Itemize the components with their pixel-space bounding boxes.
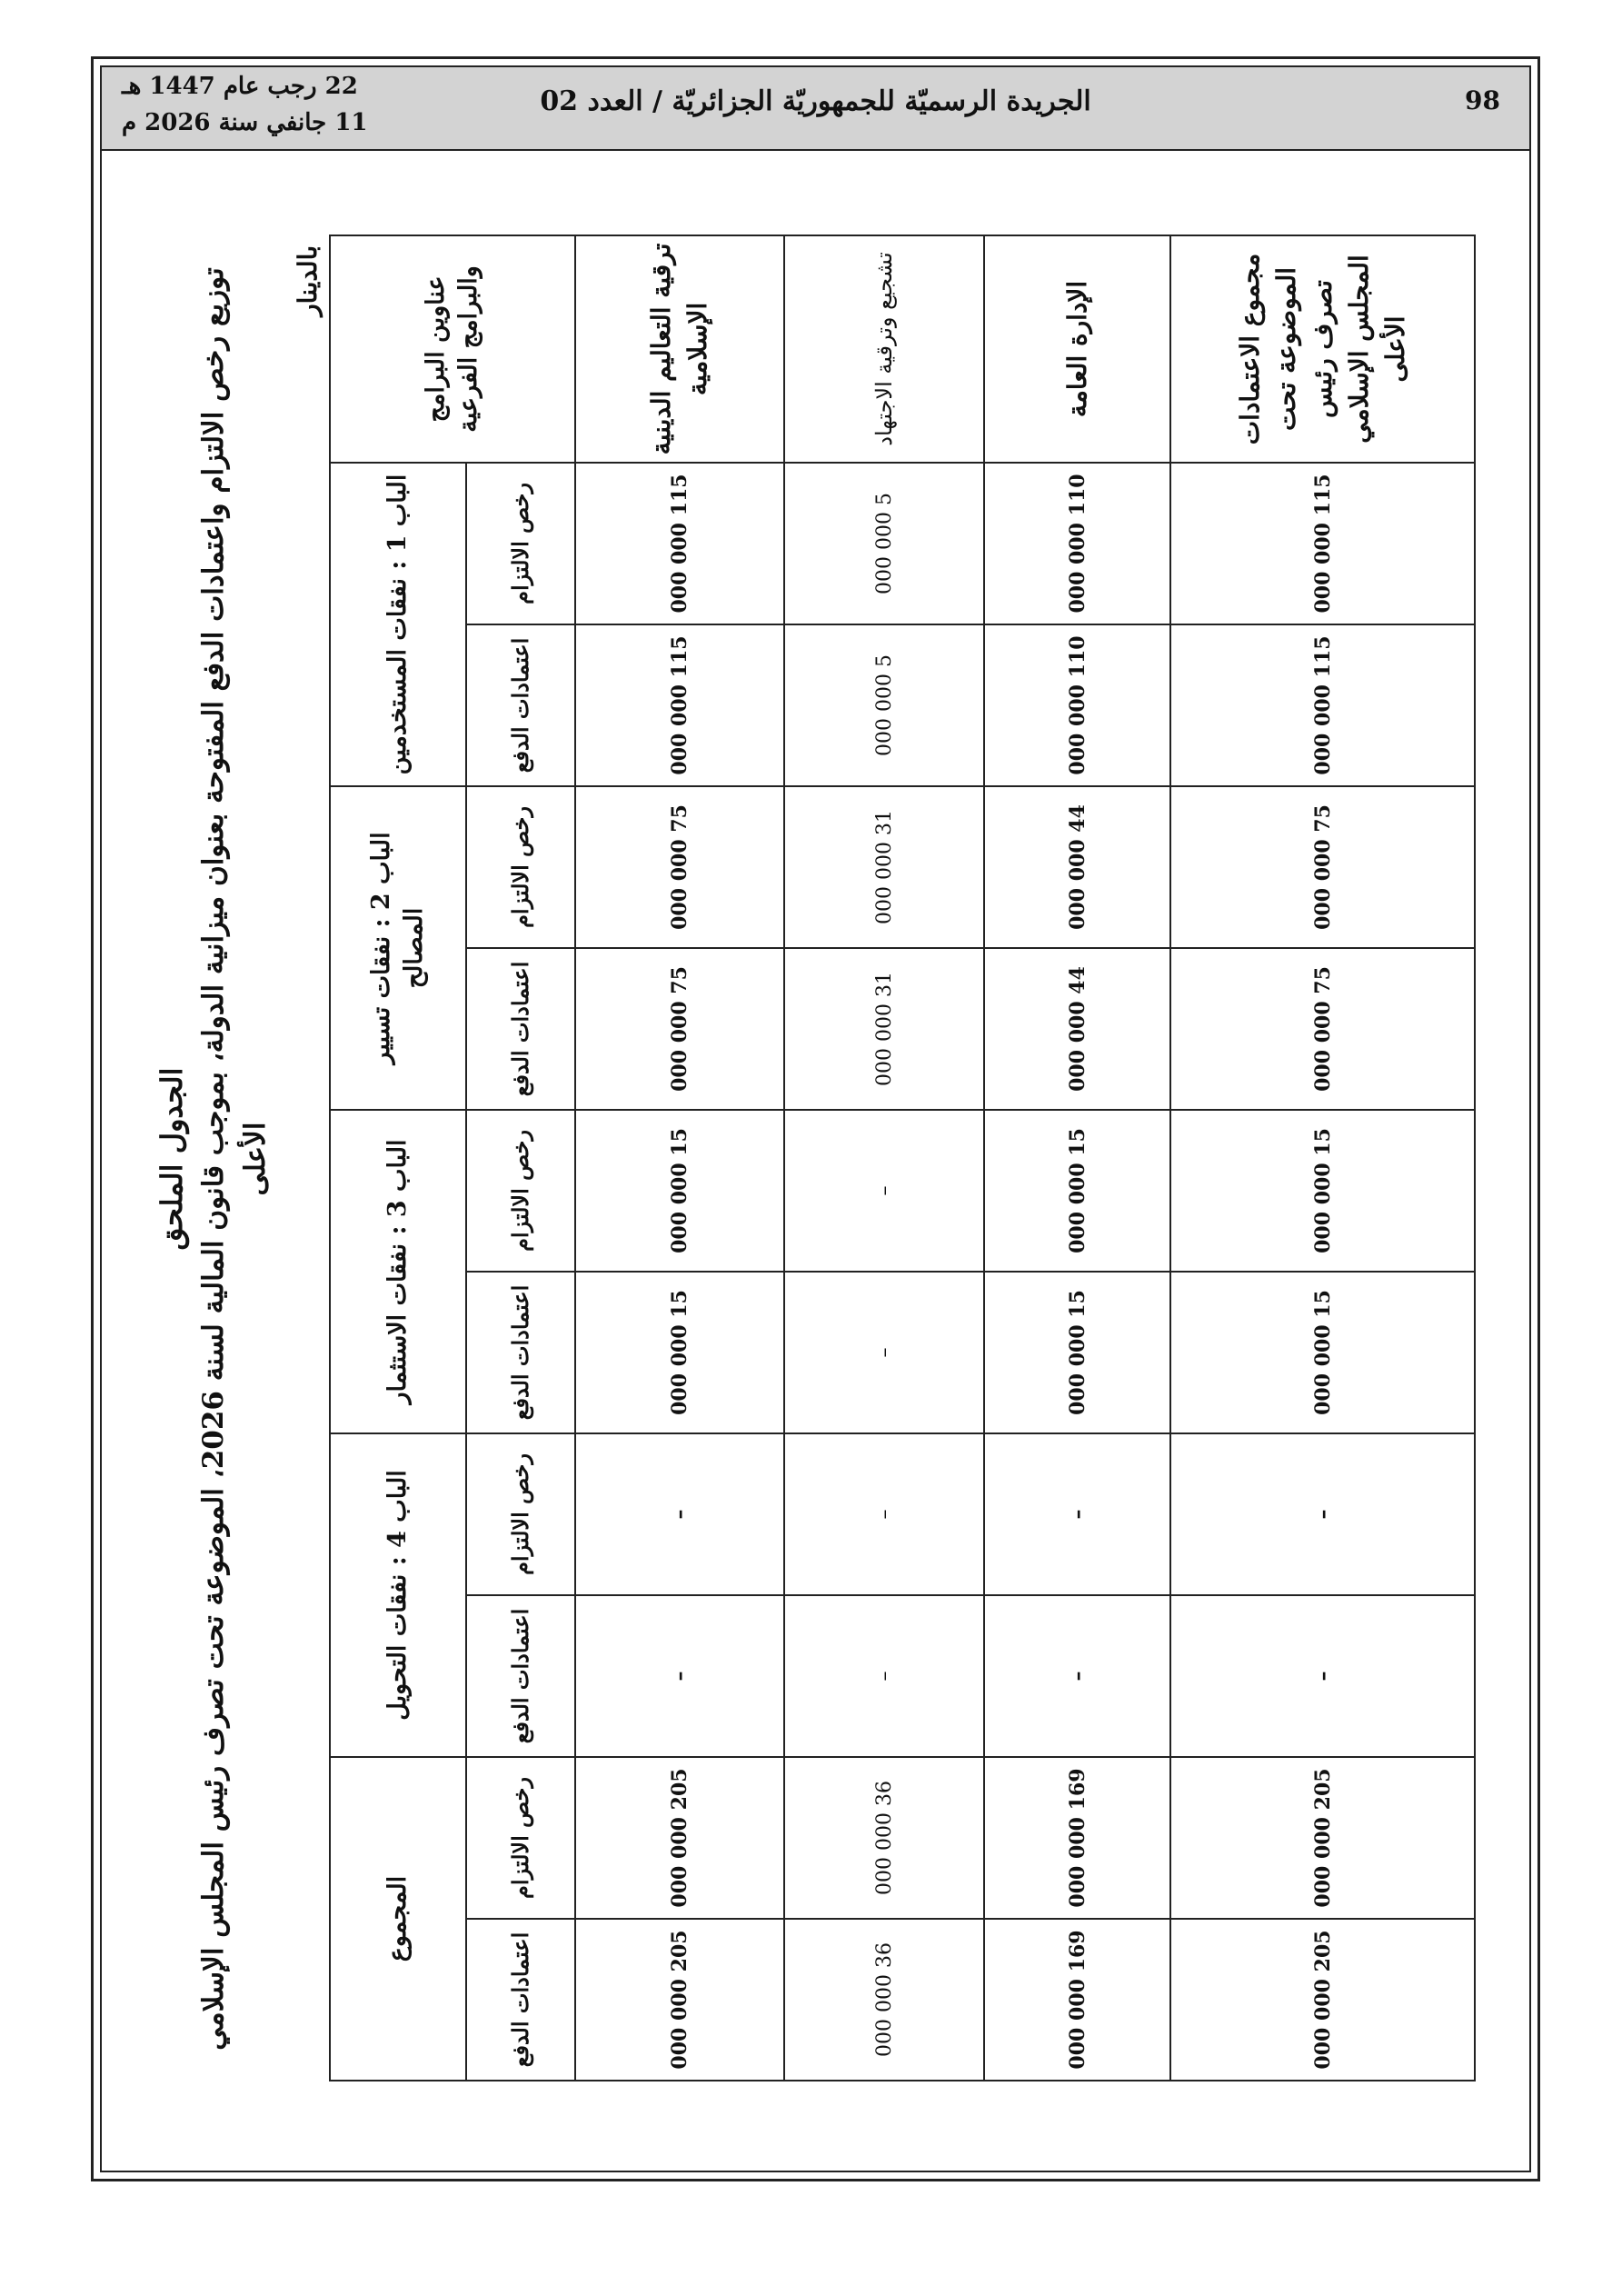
table-row <box>575 235 784 2081</box>
cell-value: – <box>1170 1595 1475 1757</box>
table-row <box>984 235 1170 2081</box>
cell-value: 115 000 000 <box>1170 624 1475 786</box>
cell-value: 115 000 000 <box>1170 463 1475 624</box>
total-header: المجموع <box>330 1757 466 2081</box>
cell-value: 75 000 000 <box>575 948 784 1110</box>
cell-value: – <box>984 1433 1170 1595</box>
page-header <box>102 67 1529 151</box>
cell-value: 110 000 000 <box>984 463 1170 624</box>
appropriations-table <box>329 235 1476 2081</box>
annex-label: الجدول الملحق <box>154 1067 189 1251</box>
landscape-content <box>118 191 1508 2127</box>
cell-value: 205 000 000 <box>1170 1919 1475 2081</box>
cell-value: 205 000 000 <box>575 1757 784 1919</box>
cell-value: 75 000 000 <box>1170 786 1475 948</box>
cell-value: 5 000 000 <box>784 463 984 624</box>
payment-subheader: اعتمادات الدفع <box>466 624 575 786</box>
cell-value: 205 000 000 <box>575 1919 784 2081</box>
cell-value: – <box>784 1433 984 1595</box>
cell-value: 169 000 000 <box>984 1757 1170 1919</box>
page-number: 98 <box>1465 85 1500 115</box>
cell-value: 15 000 000 <box>984 1110 1170 1272</box>
cell-value: 15 000 000 <box>575 1272 784 1433</box>
hijri-date: 22 رجب عام 1447 هـ <box>122 73 358 100</box>
table-row-total <box>1170 235 1475 2081</box>
cell-value: – <box>1170 1433 1475 1595</box>
annex-title: توزيع رخص الالتزام واعتمادات الدفع المفتوحة بعنوان ميزانية الدولة، بموجب قانون المالية لسنة 2026، الموضوعة تحت تصرف رئيس المجلس الإسلامي الأعلى <box>197 267 272 2051</box>
payment-subheader: اعتمادات الدفع <box>466 948 575 1110</box>
gregorian-date: 11 جانفي سنة 2026 م <box>122 109 368 136</box>
cell-value: – <box>984 1595 1170 1757</box>
cell-value: – <box>784 1110 984 1272</box>
commitment-subheader: رخص الالتزام <box>466 1433 575 1595</box>
payment-subheader: اعتمادات الدفع <box>466 1919 575 2081</box>
cell-value: 5 000 000 <box>784 624 984 786</box>
annex-titles <box>118 191 323 2127</box>
commitment-subheader: رخص الالتزام <box>466 786 575 948</box>
commitment-subheader: رخص الالتزام <box>466 1110 575 1272</box>
cell-value: 15 000 000 <box>984 1272 1170 1433</box>
cell-value: 36 000 000 <box>784 1757 984 1919</box>
cell-value: 36 000 000 <box>784 1919 984 2081</box>
commitment-subheader: رخص الالتزام <box>466 1757 575 1919</box>
payment-subheader: اعتمادات الدفع <box>466 1272 575 1433</box>
program-header: عناوين البرامج والبرامج الفرعية <box>330 235 575 463</box>
cell-value: 44 000 000 <box>984 786 1170 948</box>
chapter-header: الباب 2 : نفقات تسيير المصالح <box>330 786 466 1110</box>
payment-subheader: اعتمادات الدفع <box>466 1595 575 1757</box>
cell-value: 31 000 000 <box>784 786 984 948</box>
cell-value: 15 000 000 <box>1170 1110 1475 1272</box>
cell-value: 115 000 000 <box>575 463 784 624</box>
cell-value: 15 000 000 <box>575 1110 784 1272</box>
cell-value: 75 000 000 <box>575 786 784 948</box>
table-header-row <box>330 235 466 2081</box>
currency-unit: بالدينار <box>293 245 323 316</box>
cell-value: – <box>784 1272 984 1433</box>
chapter-header: الباب 4 : نفقات التحويل <box>330 1433 466 1757</box>
chapter-header: الباب 1 : نفقات المستخدمين <box>330 463 466 786</box>
cell-value: 205 000 000 <box>1170 1757 1475 1919</box>
program-label: تشجيع وترقية الاجتهاد <box>784 235 984 463</box>
cell-value: – <box>575 1433 784 1595</box>
cell-value: 44 000 000 <box>984 948 1170 1110</box>
journal-title: الجريدة الرسميّة للجمهوريّة الجزائريّة / العدد 02 <box>540 85 1091 117</box>
total-label: مجموع الاعتمادات الموضوعة تحت تصرف رئيس المجلس الإسلامي الأعلى <box>1170 235 1475 463</box>
cell-value: 31 000 000 <box>784 948 984 1110</box>
table-subheader-row <box>466 235 575 2081</box>
cell-value: 110 000 000 <box>984 624 1170 786</box>
cell-value: – <box>575 1595 784 1757</box>
cell-value: 169 000 000 <box>984 1919 1170 2081</box>
table-row <box>784 235 984 2081</box>
commitment-subheader: رخص الالتزام <box>466 463 575 624</box>
program-label: ترقية التعاليم الدينية الإسلامية <box>575 235 784 463</box>
cell-value: – <box>784 1595 984 1757</box>
chapter-header: الباب 3 : نفقات الاستثمار <box>330 1110 466 1433</box>
cell-value: 75 000 000 <box>1170 948 1475 1110</box>
cell-value: 115 000 000 <box>575 624 784 786</box>
program-label: الإدارة العامة <box>984 235 1170 463</box>
cell-value: 15 000 000 <box>1170 1272 1475 1433</box>
